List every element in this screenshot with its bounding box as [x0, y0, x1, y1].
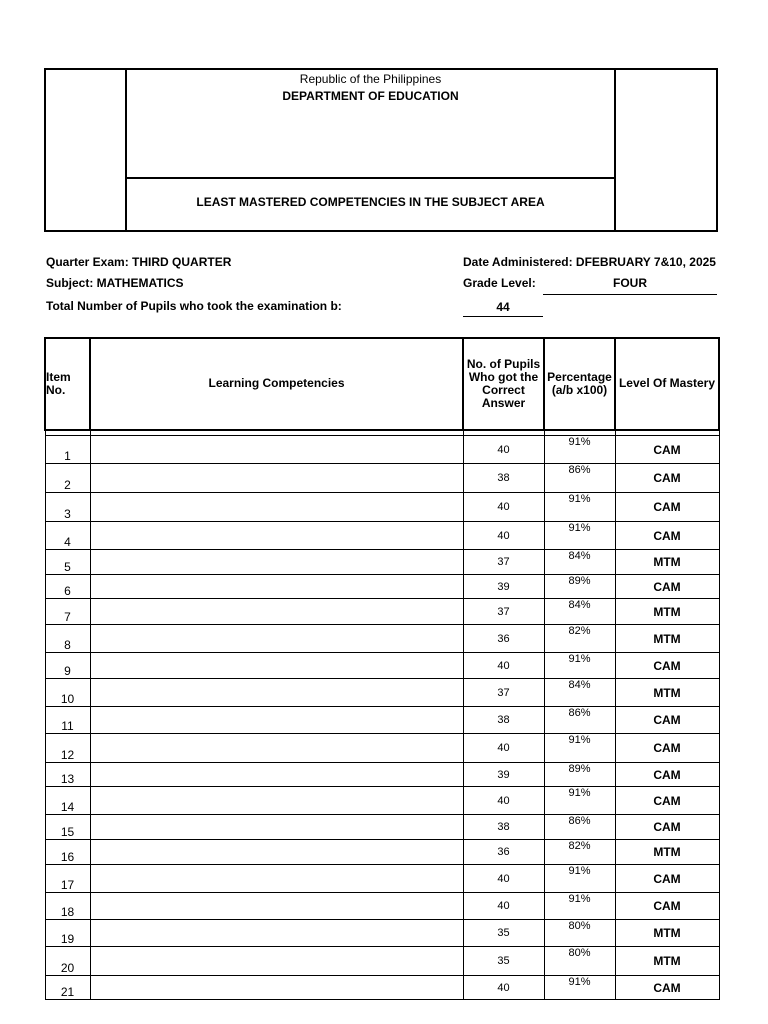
pupil-count-cell: 38: [463, 464, 544, 493]
document-header-box: [44, 68, 718, 232]
table-body: [45, 430, 719, 1000]
item-number-cell: 12: [45, 734, 90, 763]
pupil-count-cell: 40: [463, 653, 544, 679]
competency-cell: [90, 575, 463, 599]
percentage-cell: 80%: [544, 947, 615, 976]
item-number-cell: 1: [45, 436, 90, 464]
item-number-cell: 18: [45, 893, 90, 920]
competency-cell: [90, 493, 463, 522]
item-number-cell: 9: [45, 653, 90, 679]
table-row: [45, 522, 719, 550]
pupil-count-cell: 39: [463, 763, 544, 787]
percentage-cell: 91%: [544, 865, 615, 893]
item-number-cell: 6: [45, 575, 90, 599]
total-pupils-underline: [463, 316, 543, 317]
mastery-level-cell: CAM: [615, 707, 719, 734]
table-row: [45, 893, 719, 920]
competency-cell: [90, 947, 463, 976]
mastery-level-cell: CAM: [615, 734, 719, 763]
percentage-cell: 91%: [544, 893, 615, 920]
table-row: [45, 920, 719, 947]
grade-level-label: Grade Level:: [463, 276, 536, 290]
table-row: [45, 653, 719, 679]
mastery-level-cell: CAM: [615, 865, 719, 893]
item-number-cell: 7: [45, 599, 90, 625]
item-number-cell: 4: [45, 522, 90, 550]
item-number-cell: 13: [45, 763, 90, 787]
item-number-cell: 21: [45, 976, 90, 1000]
percentage-cell: 82%: [544, 625, 615, 653]
mastery-level-cell: CAM: [615, 787, 719, 815]
mastery-level-cell: MTM: [615, 947, 719, 976]
pupil-count-cell: 40: [463, 865, 544, 893]
table-row: [45, 550, 719, 575]
item-number-cell: 11: [45, 707, 90, 734]
competency-cell: [90, 920, 463, 947]
pupil-count-cell: 36: [463, 840, 544, 865]
table-row: [45, 840, 719, 865]
table-row: [45, 865, 719, 893]
competency-cell: [90, 865, 463, 893]
table-row: [45, 575, 719, 599]
competency-cell: [90, 679, 463, 707]
mastery-level-cell: CAM: [615, 436, 719, 464]
total-pupils-label: Total Number of Pupils who took the examination b:: [46, 299, 342, 313]
document-title: LEAST MASTERED COMPETENCIES IN THE SUBJECT AREA: [196, 195, 545, 209]
item-number-cell: 2: [45, 464, 90, 493]
pupil-count-cell: 39: [463, 575, 544, 599]
table-row: [45, 787, 719, 815]
pupil-count-cell: 40: [463, 493, 544, 522]
table-row: [45, 464, 719, 493]
pupil-count-cell: 40: [463, 976, 544, 1000]
table-row: [45, 599, 719, 625]
competency-cell: [90, 522, 463, 550]
pupil-count-cell: 38: [463, 707, 544, 734]
pupil-count-cell: 40: [463, 522, 544, 550]
pupil-count-cell: 40: [463, 893, 544, 920]
mastery-level-cell: CAM: [615, 575, 719, 599]
item-number-cell: 10: [45, 679, 90, 707]
mastery-level-cell: CAM: [615, 522, 719, 550]
item-number-cell: 14: [45, 787, 90, 815]
item-number-cell: 8: [45, 625, 90, 653]
table-row: [45, 707, 719, 734]
percentage-cell: 89%: [544, 763, 615, 787]
pupil-count-cell: 37: [463, 550, 544, 575]
mastery-level-cell: MTM: [615, 550, 719, 575]
pupils-correct-header: No. of Pupils Who got the Correct Answer: [463, 338, 544, 430]
pupil-count-cell: 40: [463, 436, 544, 464]
item-number-cell: 15: [45, 815, 90, 840]
mastery-level-cell: MTM: [615, 920, 719, 947]
competency-cell: [90, 815, 463, 840]
competency-cell: [90, 734, 463, 763]
department-text: DEPARTMENT OF EDUCATION: [282, 89, 459, 103]
item-number-cell: 20: [45, 947, 90, 976]
percentage-cell: 84%: [544, 599, 615, 625]
table-row: [45, 436, 719, 464]
percentage-cell: 86%: [544, 815, 615, 840]
grade-level-value: FOUR: [613, 276, 647, 290]
mastery-level-cell: MTM: [615, 679, 719, 707]
mastery-level-cell: CAM: [615, 893, 719, 920]
mastery-level-header: Level Of Mastery: [615, 338, 719, 430]
percentage-cell: 86%: [544, 707, 615, 734]
competency-cell: [90, 840, 463, 865]
item-number-cell: 16: [45, 840, 90, 865]
grade-level-underline: [543, 294, 717, 295]
competency-cell: [90, 464, 463, 493]
mastery-level-cell: CAM: [615, 763, 719, 787]
competency-cell: [90, 550, 463, 575]
table-row: [45, 625, 719, 653]
mastery-level-cell: MTM: [615, 625, 719, 653]
mastery-level-cell: CAM: [615, 653, 719, 679]
percentage-cell: 80%: [544, 920, 615, 947]
percentage-cell: 91%: [544, 734, 615, 763]
item-no-header: Item No.: [45, 338, 90, 430]
item-number-cell: 17: [45, 865, 90, 893]
item-number-cell: 5: [45, 550, 90, 575]
total-pupils-value: 44: [496, 300, 510, 314]
subject-text: Subject: MATHEMATICS: [46, 276, 184, 290]
table-row: [45, 947, 719, 976]
table-row: [45, 679, 719, 707]
competency-cell: [90, 763, 463, 787]
percentage-cell: 84%: [544, 550, 615, 575]
pupil-count-cell: 35: [463, 920, 544, 947]
date-administered-text: Date Administered: DFEBRUARY 7&10, 2025: [463, 255, 716, 269]
percentage-cell: 89%: [544, 575, 615, 599]
competency-cell: [90, 653, 463, 679]
pupil-count-cell: 36: [463, 625, 544, 653]
mastery-level-cell: CAM: [615, 493, 719, 522]
percentage-cell: 91%: [544, 493, 615, 522]
percentage-cell: 91%: [544, 976, 615, 1000]
percentage-cell: 91%: [544, 653, 615, 679]
header-horizontal-divider: [126, 177, 615, 179]
table-row: [45, 976, 719, 1000]
competency-cell: [90, 436, 463, 464]
mastery-level-cell: CAM: [615, 815, 719, 840]
mastery-level-cell: CAM: [615, 464, 719, 493]
pupil-count-cell: 37: [463, 679, 544, 707]
pupil-count-cell: 40: [463, 787, 544, 815]
percentage-cell: 91%: [544, 787, 615, 815]
table-row: [45, 815, 719, 840]
percentage-cell: 82%: [544, 840, 615, 865]
competency-cell: [90, 787, 463, 815]
percentage-header: Percentage (a/b x100): [544, 338, 615, 430]
item-number-cell: 19: [45, 920, 90, 947]
competency-cell: [90, 625, 463, 653]
quarter-exam-text: Quarter Exam: THIRD QUARTER: [46, 255, 232, 269]
mastery-level-cell: MTM: [615, 599, 719, 625]
pupil-count-cell: 37: [463, 599, 544, 625]
mastery-level-cell: CAM: [615, 976, 719, 1000]
competency-cell: [90, 976, 463, 1000]
republic-text: Republic of the Philippines: [299, 72, 442, 86]
percentage-cell: 91%: [544, 436, 615, 464]
table-row: [45, 734, 719, 763]
table-header-row: [45, 338, 719, 430]
competencies-header: Learning Competencies: [90, 338, 463, 430]
percentage-cell: 86%: [544, 464, 615, 493]
competency-cell: [90, 893, 463, 920]
table-row: [45, 493, 719, 522]
percentage-cell: 84%: [544, 679, 615, 707]
competency-cell: [90, 599, 463, 625]
competency-cell: [90, 707, 463, 734]
pupil-count-cell: 40: [463, 734, 544, 763]
pupil-count-cell: 35: [463, 947, 544, 976]
table-row: [45, 763, 719, 787]
competencies-table: [44, 337, 720, 1000]
item-number-cell: 3: [45, 493, 90, 522]
mastery-level-cell: MTM: [615, 840, 719, 865]
pupil-count-cell: 38: [463, 815, 544, 840]
percentage-cell: 91%: [544, 522, 615, 550]
